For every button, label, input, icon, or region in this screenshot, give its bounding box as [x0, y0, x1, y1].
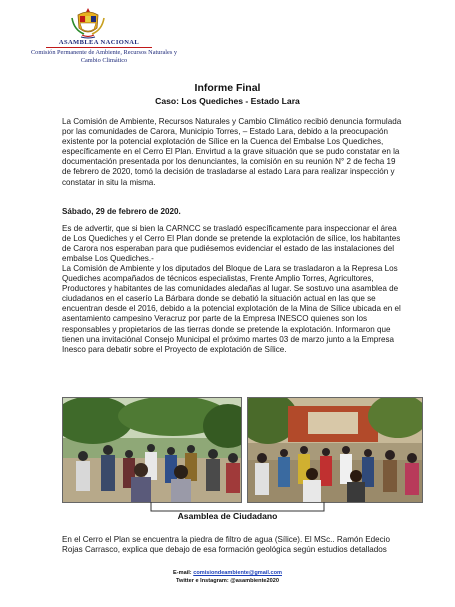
letterhead: [24, 6, 178, 66]
email-label: E-mail:: [173, 570, 192, 576]
date-heading: Sábado, 29 de febrero de 2020.: [62, 207, 181, 216]
footer-email-line: [0, 569, 455, 577]
email-link[interactable]: comisiondeambiente@gmail.com: [193, 570, 282, 576]
assembly-photo-left: [62, 397, 242, 503]
report-subtitle: Caso: Los Quediches - Estado Lara: [155, 96, 300, 106]
paragraph-geology: En el Cerro el Plan se encuentra la piedra de filtro de agua (Sílice). El MSc.. Ramón Edecio Rojas Carrasco, explica que debajo de esa formación geológica según estudios detallados: [62, 535, 390, 555]
contact-footer: [0, 569, 455, 585]
report-title: Informe Final: [194, 82, 261, 94]
coat-of-arms-icon: [64, 6, 112, 40]
footer-social: Twitter e Instagram: @asambiente2020: [176, 578, 279, 584]
photo-caption: Asamblea de Ciudadano: [177, 511, 278, 521]
commission-name: Comisión Permanente de Ambiente, Recursos Naturales y Cambio Climático: [30, 49, 178, 64]
paragraph-intro: La Comisión de Ambiente, Recursos Naturales y Cambio Climático recibió denuncia formulada por las comunidades de Carora, Municipio Torres, – Estado Lara, debido a la preocupación existente por la potencial explotación de Sílice en la Cuenca del Embalse Los Quediches, específicamente en el Cerro El Plan. Envirtud a la grave situación que se pudo constatar en la documentación presentada por los denunciantes, la comisión en su reunión N° 2 de fecha 19 de febrero de 2020, tomó la decisión de trasladarse al estado Lara para realizar inspección y constatar in situ la misma.: [62, 117, 402, 187]
assembly-photo-right: [247, 397, 423, 503]
paragraph-assembly: La Comisión de Ambiente y los diputados del Bloque de Lara se trasladaron a la Represa Los Quediches acompañados de técnicos especialistas, Frente Amplio Torres, Agricultores, Productores y habitantes de las comunidades aledañas al lugar. Se sostuvo una asamblea de ciudadanos en el caserío La Bárbara donde se debatió la situación actual en las que se encuentran desde el 2016, debido a la potencial explotación de la Mina de Sílice ubicada en el asentamiento campesino Veracruz por parte de la Empresa INESCO quienes son los responsables y propietarios de las tierras donde se pretende la explotación. Informaron que tienen una invitaciónal Consejo Municipal el próximo martes 03 de marzo junto a la Empresa Inesco para debatir sobre el Proyecto de explotación de Sílice.: [62, 264, 401, 354]
paragraph-context: Es de advertir, que si bien la CARNCC se trasladó específicamente para inspeccionar el área de Los Quediches y el Cerro El Plan donde se pretende la explotación de sílice, los habitantes de Carora nos esperaban para que pudiésemos evidenciar el estado de las instalaciones del embalse Los Quediches.-: [62, 224, 401, 264]
org-divider: [46, 47, 152, 48]
org-name: ASAMBLEA NACIONAL: [58, 39, 140, 46]
